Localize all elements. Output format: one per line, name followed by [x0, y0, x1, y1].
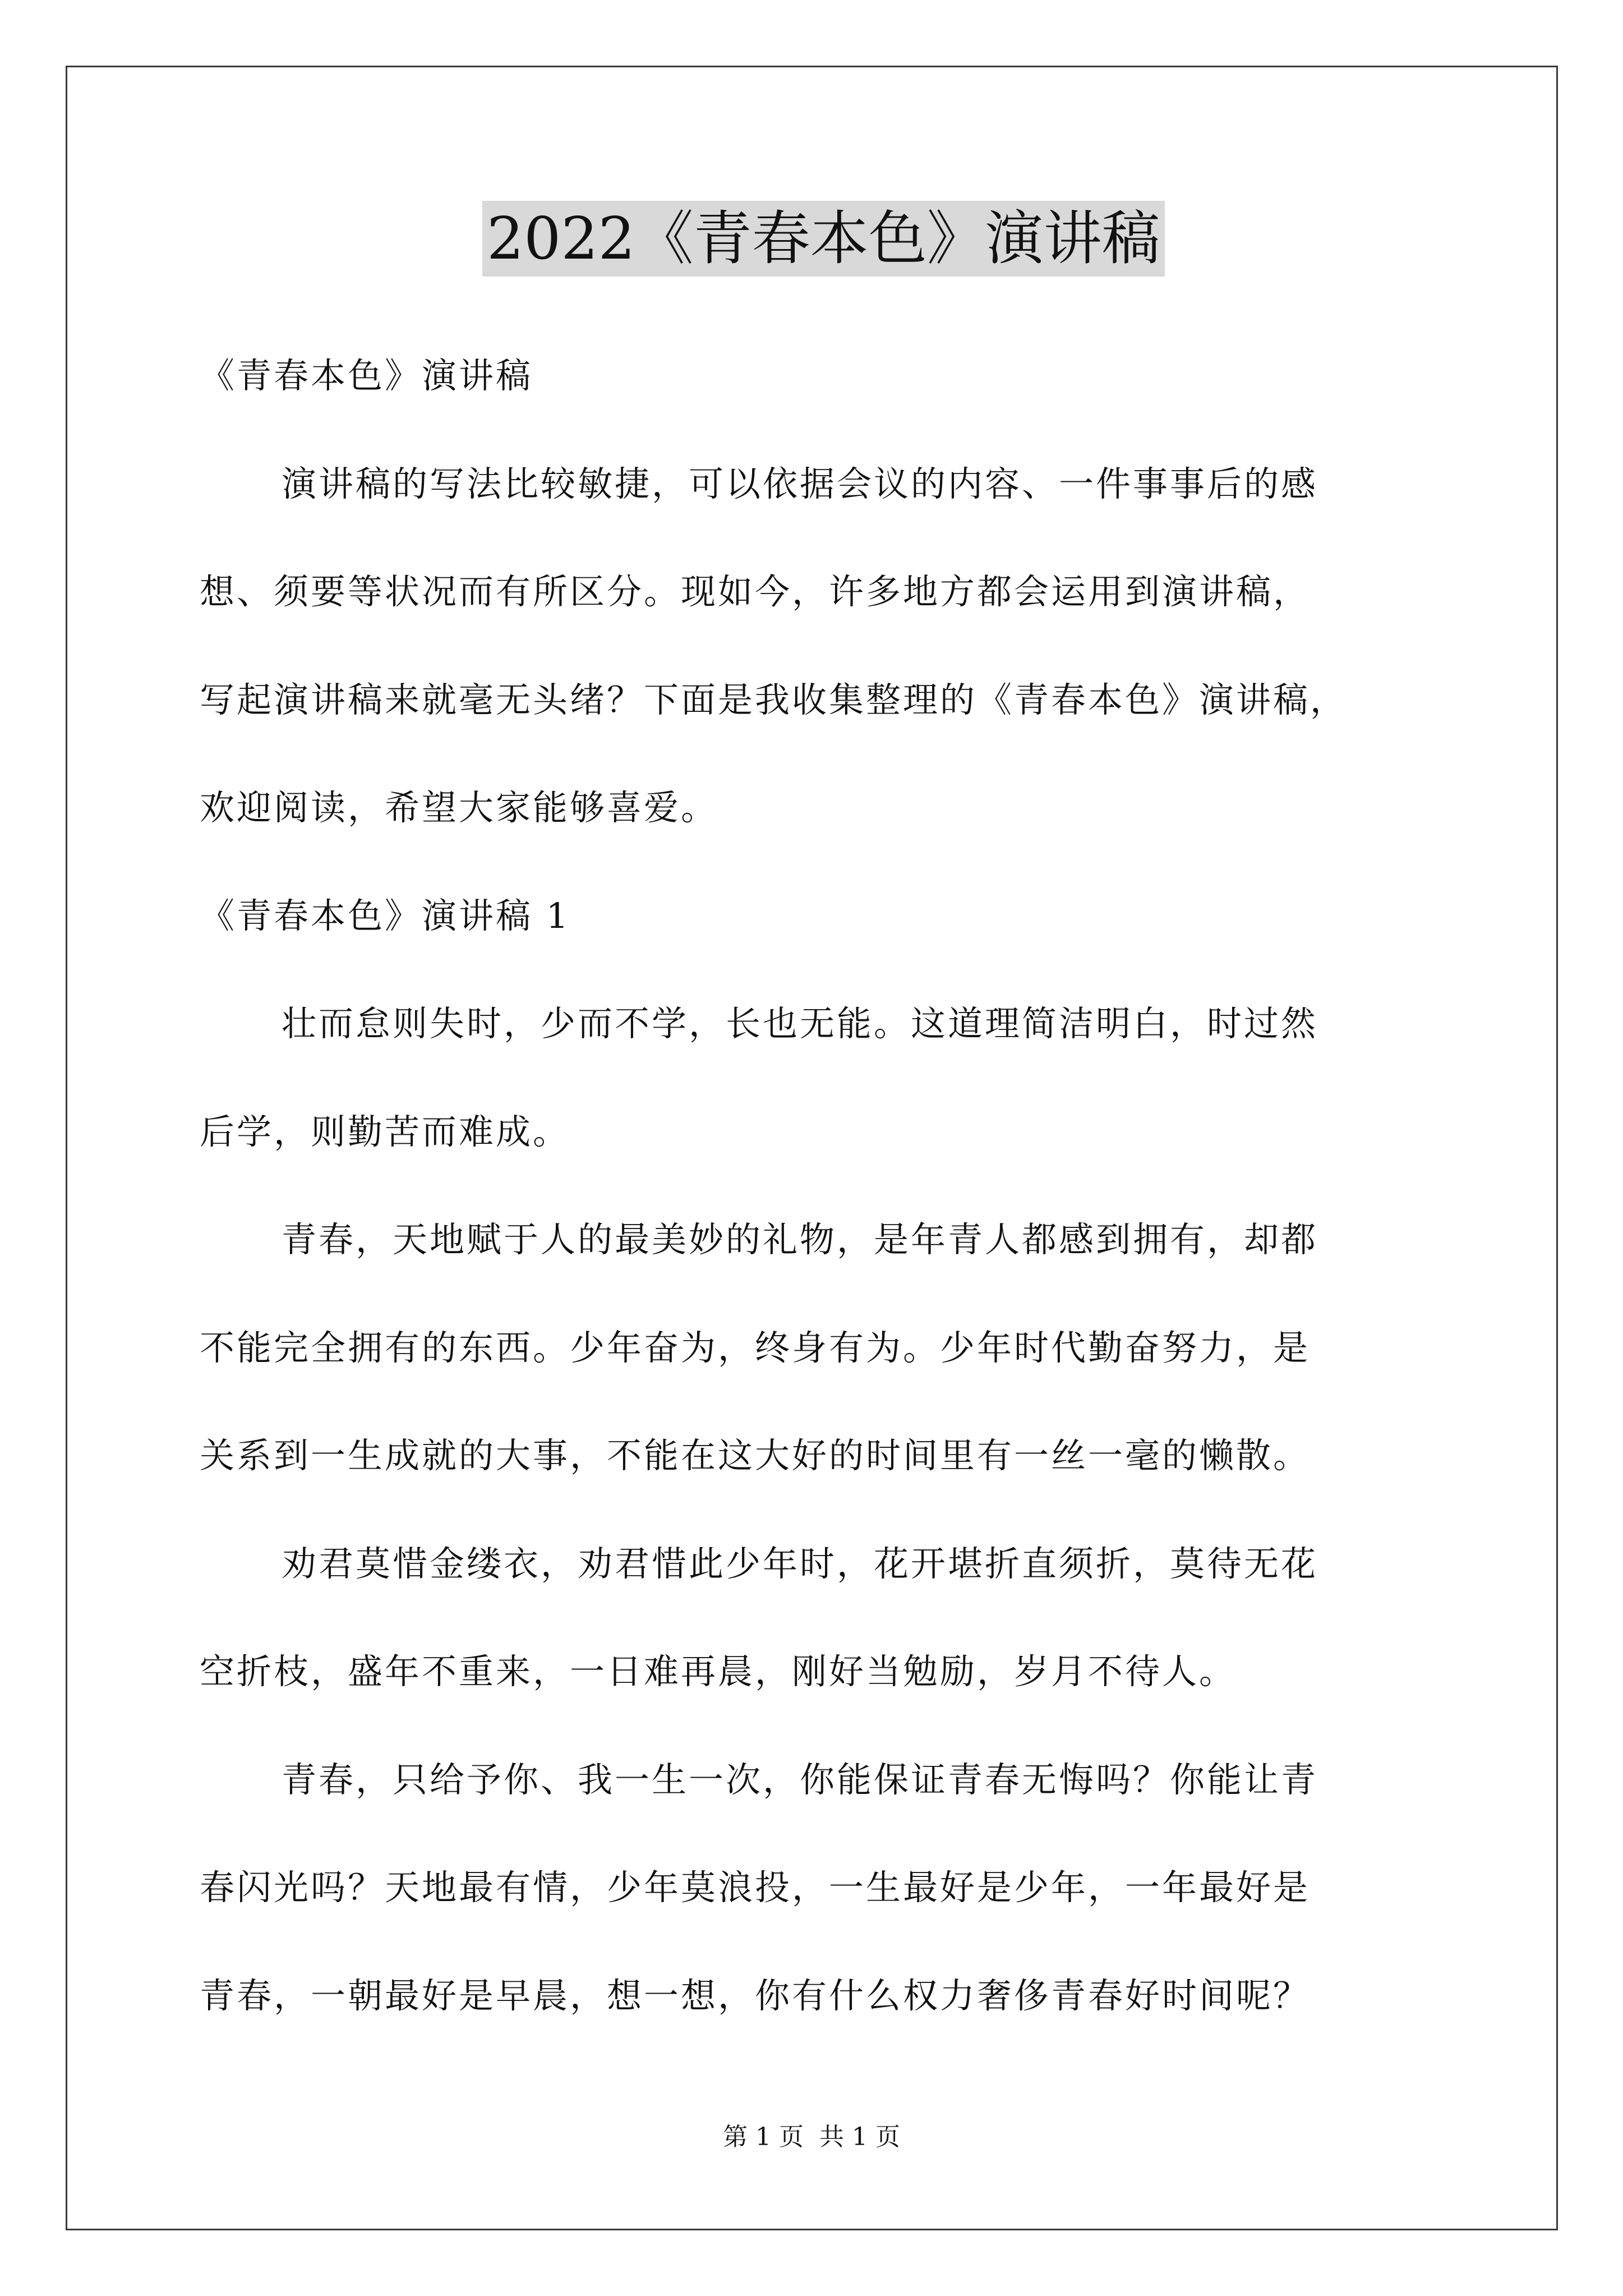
- paragraph-line: 壮而怠则失时，少而不学，长也无能。这道理简洁明白，时过然: [282, 1003, 1318, 1044]
- paragraph-line: 空折枝，盛年不重来，一日难再晨，刚好当勉励，岁月不待人。: [200, 1651, 1237, 1692]
- intro-line: 欢迎阅读，希望大家能够喜爱。: [200, 787, 718, 828]
- paragraph-line: 关系到一生成就的大事，不能在这大好的时间里有一丝一毫的懒散。: [200, 1435, 1311, 1476]
- intro-line: 演讲稿的写法比较敏捷，可以依据会议的内容、一件事事后的感: [282, 463, 1318, 504]
- document-title: 2022《青春本色》演讲稿: [482, 201, 1165, 277]
- paragraph-line: 不能完全拥有的东西。少年奋为，终身有为。少年时代勤奋努力，是: [200, 1327, 1311, 1368]
- page-total: 共 1 页: [819, 2123, 900, 2151]
- paragraph-line: 青春，一朝最好是早晨，想一想，你有什么权力奢侈青春好时间呢？: [200, 1975, 1311, 2016]
- document-subtitle: 《青春本色》演讲稿: [200, 355, 533, 396]
- intro-line: 想、须要等状况而有所区分。现如今，许多地方都会运用到演讲稿，: [200, 571, 1311, 612]
- section-heading: 《青春本色》演讲稿 1: [200, 895, 571, 936]
- paragraph-line: 青春，只给予你、我一生一次，你能保证青春无悔吗？你能让青: [282, 1759, 1318, 1800]
- paragraph-line: 春闪光吗？天地最有情，少年莫浪投，一生最好是少年，一年最好是: [200, 1867, 1311, 1908]
- intro-line: 写起演讲稿来就毫无头绪？下面是我收集整理的《青春本色》演讲稿，: [200, 679, 1348, 720]
- page-footer: [0, 2120, 1623, 2154]
- page-number: 第 1 页: [723, 2123, 804, 2151]
- paragraph-line: 后学，则勤苦而难成。: [200, 1111, 570, 1152]
- paragraph-line: 劝君莫惜金缕衣，劝君惜此少年时，花开堪折直须折，莫待无花: [282, 1543, 1318, 1584]
- paragraph-line: 青春，天地赋于人的最美妙的礼物，是年青人都感到拥有，却都: [282, 1219, 1318, 1260]
